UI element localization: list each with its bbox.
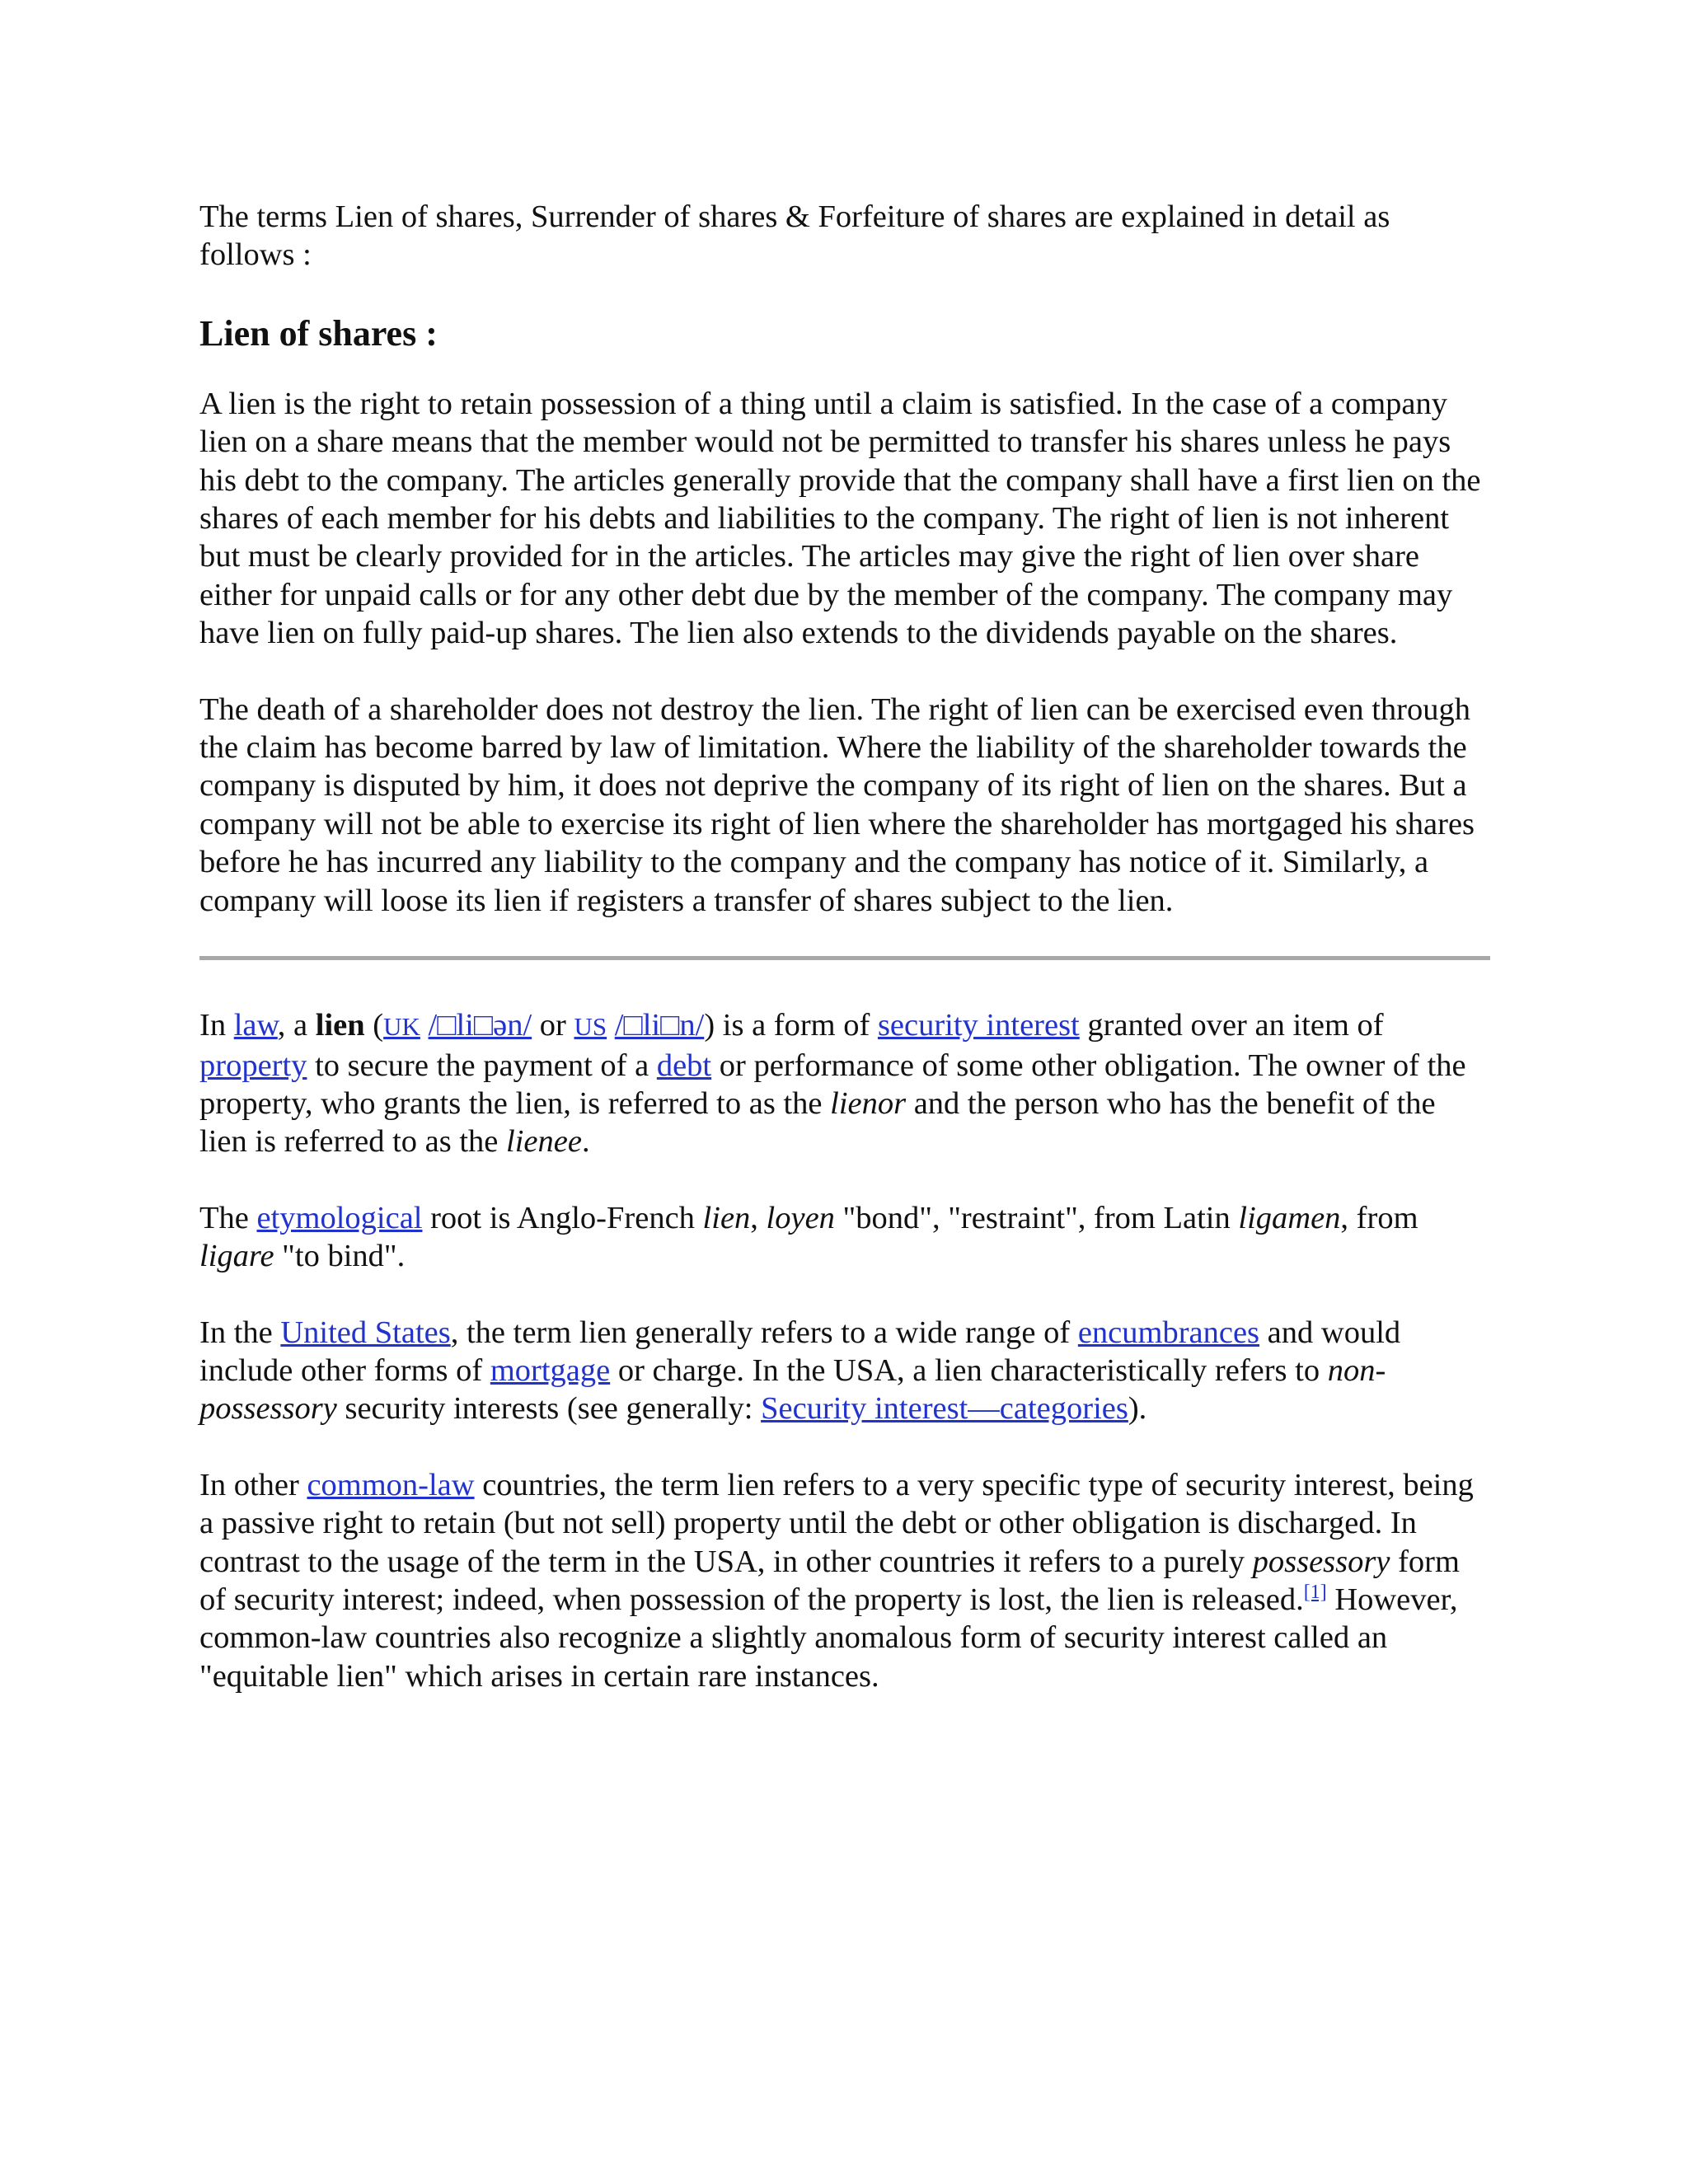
text — [607, 1008, 615, 1043]
non-possessory-term: non-possessory — [199, 1352, 1386, 1427]
text: and the person who has the benefit of the lien is referred to as the — [199, 1085, 1436, 1160]
law-link[interactable]: law — [233, 1008, 278, 1043]
text: form of security interest; indeed, when possession of the property is lost, the lien is released. — [199, 1544, 1460, 1617]
text: ) is a form of — [704, 1008, 878, 1043]
text: , from — [1340, 1200, 1418, 1235]
text: or — [532, 1008, 574, 1043]
lienee-term: lienee — [506, 1124, 582, 1160]
uk-link[interactable]: UK — [383, 1012, 420, 1042]
text: ( — [364, 1008, 384, 1043]
lien-paragraph-1: A lien is the right to retain possession of a thing until a claim is satisfied. In the case of a company lien on a share means that the member would not be permitted to transfer his shares unless he pays his debt to the company. The articles generally provide that the company shall have a first lien on the shares of each member for his debts and liabilities to the company. The right of lien is not inherent but must be clearly provided for in the articles. The articles may give the right of lien over share either for unpaid calls or for any other debt due by the member of the company. The company may have lien on fully paid-up shares. The lien also extends to the dividends payable on the shares. — [199, 386, 1481, 651]
text: granted over an item of — [1079, 1008, 1384, 1043]
reference-1-link[interactable]: [1] — [1303, 1581, 1327, 1603]
security-interest-link[interactable]: security interest — [877, 1008, 1080, 1043]
text: ). — [1128, 1391, 1147, 1427]
text — [420, 1008, 429, 1043]
text: security interests (see generally: — [336, 1391, 762, 1427]
text: In other — [199, 1467, 307, 1502]
horizontal-rule — [199, 956, 1490, 960]
lien-word: lien — [702, 1200, 751, 1235]
text: However, common-law countries also recognize a slightly anomalous form of security interest called an "equitable lien" which arises in certain rare instances. — [199, 1582, 1458, 1694]
wiki-paragraph-etymology — [199, 1199, 1490, 1276]
encumbrances-link[interactable]: encumbrances — [1077, 1315, 1260, 1350]
debt-link[interactable]: debt — [656, 1047, 712, 1083]
lienor-term: lienor — [830, 1085, 907, 1121]
text: , — [750, 1200, 767, 1235]
wiki-paragraph-united-states — [199, 1314, 1490, 1428]
text: to secure the payment of a — [307, 1047, 657, 1083]
text: , the term lien generally refers to a wide range of — [450, 1315, 1078, 1350]
text: "bond", "restraint", from Latin — [834, 1200, 1239, 1235]
property-link[interactable]: property — [199, 1047, 307, 1083]
wiki-paragraph-common-law — [199, 1466, 1490, 1695]
text: countries, the term lien refers to a very specific type of security interest, being a passive right to retain (but not sell) property until the debt or other obligation is discharged. In contrast to the usage of the term in the USA, in other countries it refers to a purely — [199, 1467, 1474, 1579]
text: and would include other forms of — [199, 1315, 1401, 1388]
document-body — [199, 198, 1490, 1695]
text: . — [581, 1124, 590, 1160]
us-pronunciation-link[interactable]: /□li□n/ — [614, 1008, 705, 1043]
ligamen-word: ligamen — [1238, 1200, 1341, 1235]
common-law-link[interactable]: common-law — [307, 1467, 475, 1502]
wiki-paragraph-definition — [199, 1006, 1490, 1161]
text: The — [199, 1200, 257, 1235]
text: "to bind". — [274, 1239, 406, 1274]
reference-superscript — [1304, 1582, 1327, 1603]
text: or charge. In the USA, a lien characteristically refers to — [610, 1352, 1328, 1388]
lien-term: lien — [315, 1008, 365, 1043]
loyen-word: loyen — [766, 1200, 835, 1235]
ligare-word: ligare — [199, 1239, 274, 1274]
text: root is Anglo-French — [422, 1200, 703, 1235]
text: , a — [277, 1008, 316, 1043]
etymological-link[interactable]: etymological — [256, 1200, 423, 1235]
us-link[interactable]: US — [574, 1012, 607, 1042]
section-heading: Lien of shares : — [199, 312, 438, 354]
united-states-link[interactable]: United States — [280, 1315, 451, 1350]
text: In the — [199, 1315, 281, 1350]
text: In — [199, 1008, 234, 1043]
lien-paragraph-2: The death of a shareholder does not destroy the lien. The right of lien can be exercised even through the claim has become barred by law of limitation. Where the liability of the shareholder towards the company is disputed by him, it does not deprive the company of its right of lien on the shares. But a company will not be able to exercise its right of lien where the shareholder has mortgaged his shares before he has incurred any liability to the company and the company has notice of it. Similarly, a company will loose its lien if registers a transfer of shares subject to the lien. — [199, 691, 1475, 918]
intro-paragraph: The terms Lien of shares, Surrender of shares & Forfeiture of shares are explained in detail as follows : — [199, 199, 1390, 273]
security-interest-categories-link[interactable]: Security interest—categories — [761, 1391, 1128, 1427]
text: or performance of some other obligation. The owner of the property, who grants the lien, is referred to as the — [199, 1047, 1466, 1121]
uk-pronunciation-link[interactable]: /□li□ən/ — [428, 1008, 532, 1043]
possessory-term: possessory — [1252, 1544, 1390, 1579]
mortgage-link[interactable]: mortgage — [490, 1352, 611, 1388]
